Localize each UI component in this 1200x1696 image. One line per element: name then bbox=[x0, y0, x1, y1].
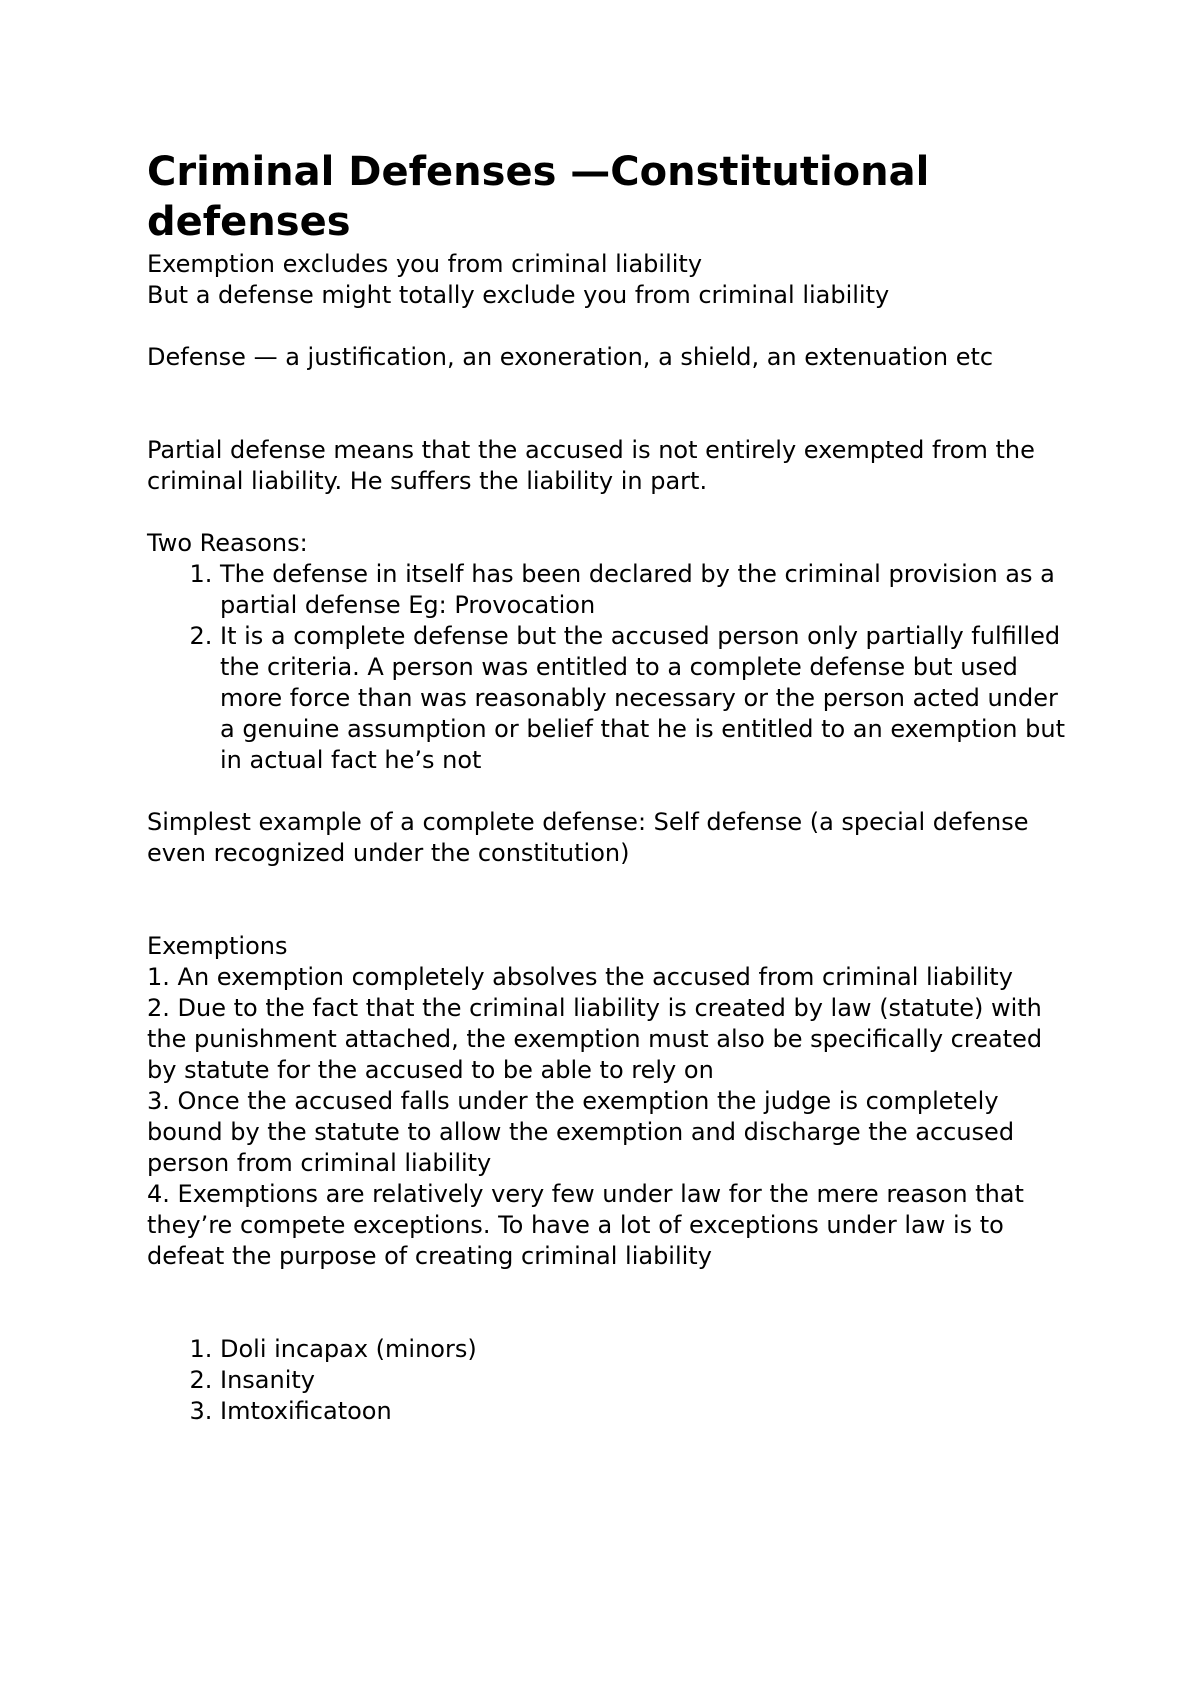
exemption-point-4: 4. Exemptions are relatively very few under law for the mere reason that they’re compete exceptions. To have a lot of exceptions under law is to defeat the purpose of creating criminal liability bbox=[147, 1180, 1024, 1270]
intro-line-2: But a defense might totally exclude you from criminal liability bbox=[147, 281, 890, 309]
two-reasons-list bbox=[147, 559, 1077, 776]
exemptions-heading: Exemptions bbox=[147, 932, 288, 960]
partial-defense-paragraph: Partial defense means that the accused is not entirely exempted from the criminal liability. He suffers the liability in part. bbox=[147, 436, 1035, 495]
exemption-point-3: 3. Once the accused falls under the exemption the judge is completely bound by the statute to allow the exemption and discharge the accused person from criminal liability bbox=[147, 1087, 1015, 1177]
spacer bbox=[147, 311, 1077, 342]
complete-defense-example: Simplest example of a complete defense: Self defense (a special defense even recognized under the constitution) bbox=[147, 808, 1029, 867]
two-reasons-heading: Two Reasons: bbox=[147, 529, 308, 557]
spacer bbox=[147, 869, 1077, 931]
spacer bbox=[147, 373, 1077, 435]
exemption-point-2: 2. Due to the fact that the criminal liability is created by law (statute) with the punishment attached, the exemption must also be specifically created by statute for the accused to be able to rely on bbox=[147, 994, 1043, 1084]
page-title: Criminal Defenses —Constitutional defenses bbox=[147, 149, 930, 245]
spacer bbox=[147, 497, 1077, 528]
spacer bbox=[147, 776, 1077, 807]
list-item: 3. Imtoxificatoon bbox=[220, 1396, 1077, 1427]
exemptions-list bbox=[147, 1334, 1077, 1427]
list-item: 1. Doli incapax (minors) bbox=[220, 1334, 1077, 1365]
defense-definition: Defense — a justification, an exoneration, a shield, an extenuation etc bbox=[147, 343, 994, 371]
list-item: 2. It is a complete defense but the accused person only partially fulfilled the criteria. A person was entitled to a complete defense but used more force than was reasonably necessary or the person acted under a genuine assumption or belief that he is entitled to an exemption but in actual fact he’s not bbox=[220, 621, 1077, 776]
list-item: 2. Insanity bbox=[220, 1365, 1077, 1396]
intro-line-1: Exemption excludes you from criminal liability bbox=[147, 250, 703, 278]
document-page bbox=[147, 147, 1077, 1427]
list-item: 1. The defense in itself has been declared by the criminal provision as a partial defense Eg: Provocation bbox=[220, 559, 1077, 621]
spacer bbox=[147, 1272, 1077, 1334]
exemption-point-1: 1. An exemption completely absolves the accused from criminal liability bbox=[147, 963, 1013, 991]
